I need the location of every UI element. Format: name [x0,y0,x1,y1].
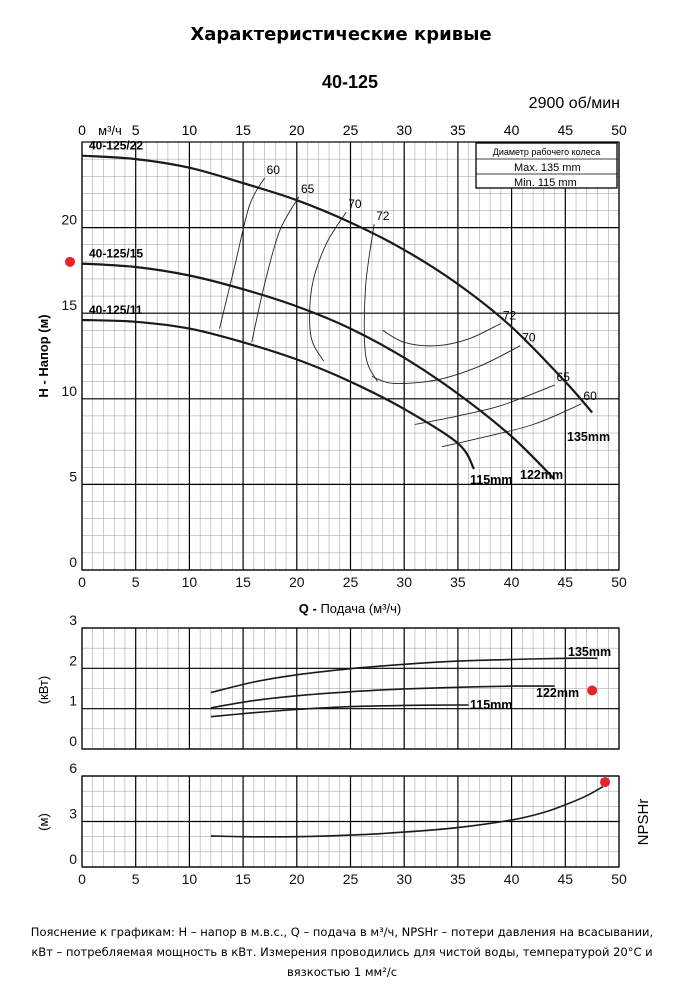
x-axis-label [299,601,401,616]
diameter-max-label: Max. 135 mm [514,162,581,174]
top-axis-unit: м³/ч [98,123,122,138]
x-tick-label: 20 [289,574,305,590]
x-top-tick-label: 25 [342,122,359,138]
efficiency-label: 70 [522,330,536,345]
x-top-tick-label: 5 [131,122,140,138]
x-tick-label: 40 [503,871,520,887]
power-chart [36,612,619,749]
x-tick-label: 35 [450,574,466,590]
x-tick-label: 0 [78,574,86,590]
x-top-tick-label: 10 [181,122,198,138]
x-tick-label: 35 [450,871,466,887]
efficiency-contour [310,212,347,361]
power-curve-label: 135mm [568,645,612,659]
red-marker [587,686,597,696]
x-top-tick-label: 0 [78,122,86,138]
head-curve [82,156,592,413]
y-tick-label: 6 [69,760,77,776]
efficiency-contour [220,178,265,329]
x-tick-label: 50 [611,574,627,590]
curve-model-label: 40-125/22 [89,138,144,153]
npsh-chart [36,760,652,887]
y-tick-label: 5 [69,468,77,485]
efficiency-label: 60 [266,162,280,177]
y-axis-label: H - Напор (м) [36,314,51,398]
power-curve-label: 122mm [536,686,580,700]
x-tick-label: 50 [611,871,627,887]
y-tick-label: 2 [69,652,77,669]
x-tick-label: 20 [289,871,305,887]
curve-model-label: 40-125/15 [89,246,144,261]
npsh-curve [211,787,603,837]
efficiency-contour [383,324,501,346]
power-curve-label: 115mm [470,698,513,712]
speed-label: 2900 об/мин [528,95,620,112]
y-tick-label: 10 [61,382,77,399]
x-tick-label: 25 [342,871,359,887]
x-axis-label-prefix: Q - [298,601,321,616]
efficiency-contour [364,224,377,382]
diameter-min-label: Min. 115 mm [514,177,577,189]
efficiency-label: 72 [502,308,517,323]
x-tick-label: 45 [557,574,574,590]
red-marker [600,777,610,787]
x-axis-label-text: Подача (м³/ч) [320,601,402,616]
footnote: Пояснение к графикам: H – напор в м.в.с., Q – подача в м³/ч, NPSHr – потери давления на всасывании, кВт – потребляемая мощность в кВт. Измерения проводились для чистой воды, температурой 20°C и вязкостью 1 мм²/с [30,925,654,979]
npsh-side-label: NPSHr [635,798,652,846]
x-top-tick-label: 45 [557,122,574,138]
x-tick-label: 30 [396,871,412,887]
x-top-tick-label: 15 [235,122,251,138]
y-tick-label: 0 [69,733,77,749]
x-top-tick-label: 50 [611,122,627,138]
diameter-label: 135mm [567,430,611,444]
head-chart [36,72,627,616]
x-tick-label: 5 [131,871,140,887]
x-top-tick-label: 40 [503,122,520,138]
x-tick-label: 45 [557,871,574,887]
y-tick-label: 3 [69,805,77,822]
page-title: Характеристические кривые [190,24,492,45]
y-tick-label: 3 [69,612,77,628]
red-marker [65,257,75,267]
head-curve [82,320,474,469]
x-tick-label: 10 [181,574,198,590]
x-tick-label: 5 [131,574,140,590]
diameter-box-title: Диаметр рабочего колеса [492,147,601,157]
x-tick-label: 10 [181,871,198,887]
y-tick-label: 0 [69,554,77,570]
y-tick-label: 20 [61,211,77,228]
efficiency-label: 60 [583,388,597,403]
x-tick-label: 0 [78,871,86,887]
y-axis-label: (м) [36,813,51,831]
y-tick-label: 1 [69,692,77,709]
diameter-label: 115mm [470,473,513,487]
y-tick-label: 15 [61,297,77,314]
x-tick-label: 30 [396,574,412,590]
y-tick-label: 0 [69,851,77,867]
x-tick-label: 15 [235,871,251,887]
x-top-tick-label: 30 [396,122,412,138]
x-top-tick-label: 35 [450,122,466,138]
efficiency-label: 65 [300,181,315,196]
efficiency-label: 72 [376,209,390,224]
x-tick-label: 25 [342,574,359,590]
efficiency-label: 70 [348,197,362,212]
x-tick-label: 40 [503,574,520,590]
curve-model-label: 40-125/11 [89,303,143,318]
x-top-tick-label: 20 [289,122,305,138]
diameter-label: 122mm [520,468,564,482]
y-axis-label: (кВт) [36,675,51,705]
chart-title: 40-125 [321,72,379,92]
x-tick-label: 15 [235,574,251,590]
efficiency-label: 65 [556,370,570,385]
efficiency-contour [415,385,555,424]
